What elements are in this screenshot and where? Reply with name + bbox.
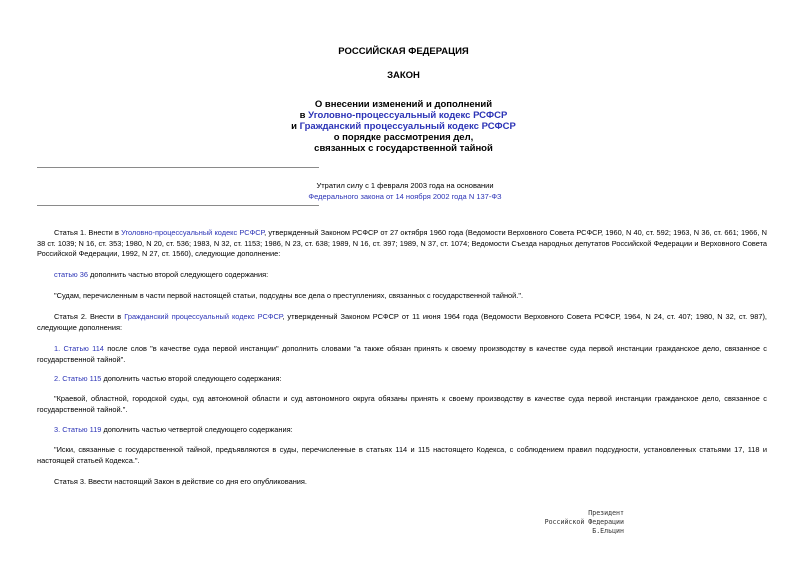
- article-1-code-link[interactable]: Уголовно-процессуальный кодекс РСФСР: [121, 228, 265, 237]
- article-2-item-2-quote: "Краевой, областной, городской суды, суд автономной области и суд автономного округа обязаны принять к своему производству в качестве суда первой инстанции гражданское дело, связанное с государственной тайной.".: [37, 394, 767, 414]
- statya-114-link[interactable]: Статью 114: [63, 344, 104, 353]
- title-line-5: связанных с государственной тайной: [314, 143, 493, 154]
- statya-115-link[interactable]: Статью 115: [62, 374, 102, 383]
- statya-36-link[interactable]: статью 36: [54, 270, 88, 279]
- header-federation: РОССИЙСКАЯ ФЕДЕРАЦИЯ: [338, 46, 469, 57]
- article-2-item-1: [37, 344, 767, 365]
- title-line-4: о порядке рассмотрения дел,: [333, 132, 474, 143]
- article-2-code-link[interactable]: Гражданский процессуальный кодекс РСФСР: [124, 312, 283, 321]
- article-3: Статья 3. Ввести настоящий Закон в действие со дня его опубликования.: [54, 477, 307, 486]
- title-line-3: [0, 121, 807, 132]
- statya-119-link[interactable]: Статью 119: [62, 425, 102, 434]
- article-2-text: , утвержденный Законом РСФСР от 11 июня 1964 года (Ведомости Верховного Совета РСФСР, 1964, N 24, ст. 407; 1980, N 32, ст. 987), следующие дополнения:: [37, 312, 767, 332]
- bottom-divider: [37, 205, 319, 206]
- article-2-item-3-quote: "Иски, связанные с государственной тайной, предъявляются в суды, перечисленные в статьях 114 и 115 настоящего Кодекса, с соблюдением правил подсудности, установленных статьями 17, 118 и настоящей статьей Кодекса.".: [37, 445, 767, 465]
- item-1-text: после слов "в качестве суда первой инстанции" дополнить словами "а также обязан принять к своему производству в качестве суда первой инстанции гражданское дело, связанное с государственной тайной".: [37, 344, 767, 364]
- article-1: [37, 228, 767, 260]
- article-1-item-text: дополнить частью второй следующего содержания:: [88, 270, 269, 279]
- title-line-2: [0, 110, 807, 121]
- item-2-number: 2.: [54, 374, 63, 383]
- repeal-law-link[interactable]: Федерального закона от 14 ноября 2002 года N 137-ФЗ: [308, 192, 502, 201]
- ugolovny-kodeks-link[interactable]: Уголовно-процессуальный кодекс РСФСР: [308, 110, 508, 121]
- item-3-number: 3.: [54, 425, 63, 434]
- title-line-3-prefix: и: [291, 121, 300, 132]
- item-3-text: дополнить частью четвертой следующего содержания:: [101, 425, 293, 434]
- top-divider: [37, 167, 319, 168]
- article-2: [37, 312, 767, 333]
- signature-country: Российской Федерации: [544, 518, 624, 526]
- signature-title: Президент: [588, 509, 624, 517]
- article-1-prefix: Статья 1. Внести в: [54, 228, 122, 237]
- title-line-1: О внесении изменений и дополнений: [314, 99, 493, 110]
- signature-name: Б.Ельцин: [592, 527, 624, 535]
- status-line-1: Утратил силу с 1 февраля 2003 года на основании: [316, 181, 494, 190]
- article-2-prefix: Статья 2. Внести в: [54, 312, 125, 321]
- article-2-item-3: [37, 425, 767, 436]
- header-law: ЗАКОН: [387, 70, 420, 81]
- article-1-quote: "Судам, перечисленным в части первой настоящей статьи, подсудны все дела о преступлениях, связанных с государственной тайной.".: [54, 291, 523, 300]
- article-1-item: [37, 270, 767, 281]
- article-2-item-2: [37, 374, 767, 385]
- title-line-2-prefix: в: [299, 110, 309, 121]
- item-2-text: дополнить частью второй следующего содержания:: [101, 374, 282, 383]
- article-1-text: , утвержденный Законом РСФСР от 27 октября 1960 года (Ведомости Верховного Совета РСФСР, 1960, N 40, ст. 592; 1963, N 36, ст. 661; 1966, N 38 ст. 1039; N 16, ст. 353; 1980, N 20, ст. 536; 1983, N 32, ст. 1153; 1986, N 23, ст. 638; 1989, N 16, ст. 397; 1989, N 37, ст. 1074; Ведомости Съезда народных депутатов Российской Федерации и Верховного Совета Российской Федерации, 1992, N 27, ст. 1560), следующие дополнение:: [37, 228, 767, 258]
- item-1-number: 1.: [54, 344, 64, 353]
- grazhdansky-kodeks-link[interactable]: Гражданский процессуальный кодекс РСФСР: [299, 121, 516, 132]
